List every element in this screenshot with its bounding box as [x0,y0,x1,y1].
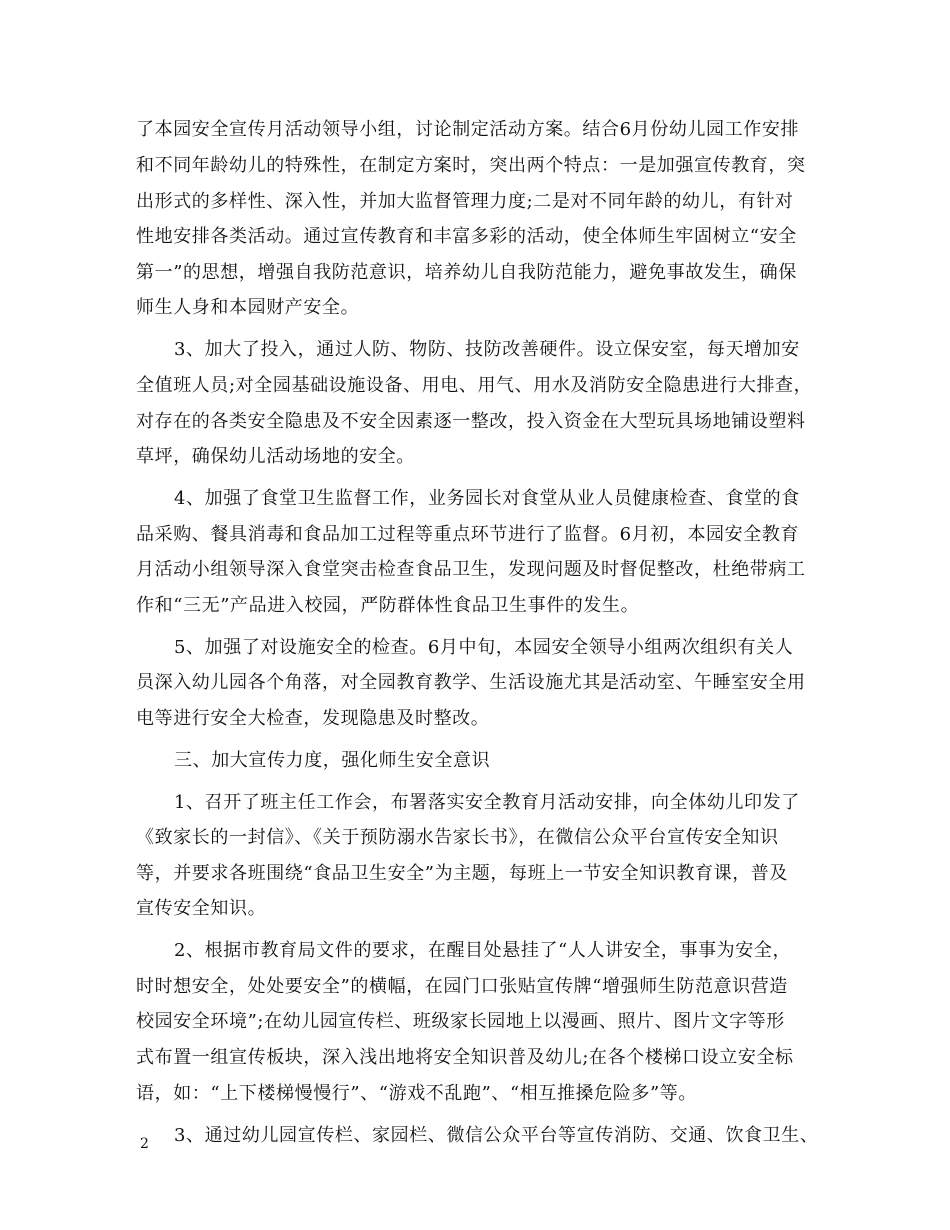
text-line: 和不同年龄幼儿的特殊性，在制定方案时，突出两个特点：一是加强宣传教育，突 [136,155,806,176]
text-line: 电等进行安全大检查，发现隐患及时整改。 [136,708,490,729]
text-line: 式布置一组宣传板块，深入浅出地将安全知识普及幼儿;在各个楼梯口设立安全标 [136,1047,794,1068]
text-line: 作和“三无”产品进入校园，严防群体性食品卫生事件的发生。 [136,595,640,616]
text-line: 品采购、餐具消毒和食品加工过程等重点环节进行了监督。6月初，本园安全教育 [136,524,800,545]
text-line: 了本园安全宣传月活动领导小组，讨论制定活动方案。结合6月份幼儿园工作安排 [136,119,800,140]
paragraph-first-line: 1、召开了班主任工作会，布署落实安全教育月活动安排，向全体幼儿印发了 [174,792,800,813]
text-line: 校园安全环境”;在幼儿园宣传栏、班级家长园地上以漫画、照片、图片文字等形 [136,1011,785,1032]
paragraph-first-line: 3、通过幼儿园宣传栏、家园栏、微信公众平台等宣传消防、交通、饮食卫生、 [174,1125,819,1146]
text-line: 宣传安全知识。 [136,898,267,919]
section-heading: 三、加大宣传力度，强化师生安全意识 [174,750,491,771]
paragraph-first-line: 2、根据市教育局文件的要求，在醒目处悬挂了“人人讲安全，事事为安全， [174,940,792,961]
page-number: 2 [140,1136,149,1152]
paragraph-first-line: 5、加强了对设施安全的检查。6月中旬，本园安全领导小组两次组织有关人 [174,637,794,658]
text-line: 员深入幼儿园各个角落，对全园教育教学、生活设施尤其是活动室、午睡室安全用 [136,672,806,693]
text-line: 性地安排各类活动。通过宣传教育和丰富多彩的活动，使全体师生牢固树立“安全 [136,226,797,247]
paragraph-first-line: 3、加大了投入，通过人防、物防、技防改善硬件。设立保安室，每天增加安 [174,339,800,360]
text-line: 对存在的各类安全隐患及不安全因素逐一整改，投入资金在大型玩具场地铺设塑料 [136,411,806,432]
text-line: 全值班人员;对全园基础设施设备、用电、用气、用水及消防安全隐患进行大排查， [136,375,813,396]
text-line: 语，如：“上下楼梯慢慢行”、“游戏不乱跑”、“相互推搡危险多”等。 [136,1083,698,1104]
text-line: 师生人身和本园财产安全。 [136,297,360,318]
text-line: 等，并要求各班围绕“食品卫生安全”为主题，每班上一节安全知识教育课，普及 [136,863,789,884]
text-line: 第一”的思想，增强自我防范意识，培养幼儿自我防范能力，避免事故发生，确保 [136,262,797,283]
text-line: 草坪，确保幼儿活动场地的安全。 [136,446,415,467]
text-line: 《致家长的一封信》、《关于预防溺水告家长书》，在微信公众平台宣传安全知识 [136,827,779,848]
text-line: 出形式的多样性、深入性，并加大监督管理力度;二是对不同年龄的幼儿，有针对 [136,191,794,212]
text-line: 月活动小组领导深入食堂突击检查食品卫生，发现问题及时督促整改，杜绝带病工 [136,559,806,580]
text-line: 时时想安全，处处要安全”的横幅，在园门口张贴宣传牌“增强师生防范意识营造 [136,976,789,997]
paragraph-first-line: 4、加强了食堂卫生监督工作，业务园长对食堂从业人员健康检查、食堂的食 [174,488,800,509]
